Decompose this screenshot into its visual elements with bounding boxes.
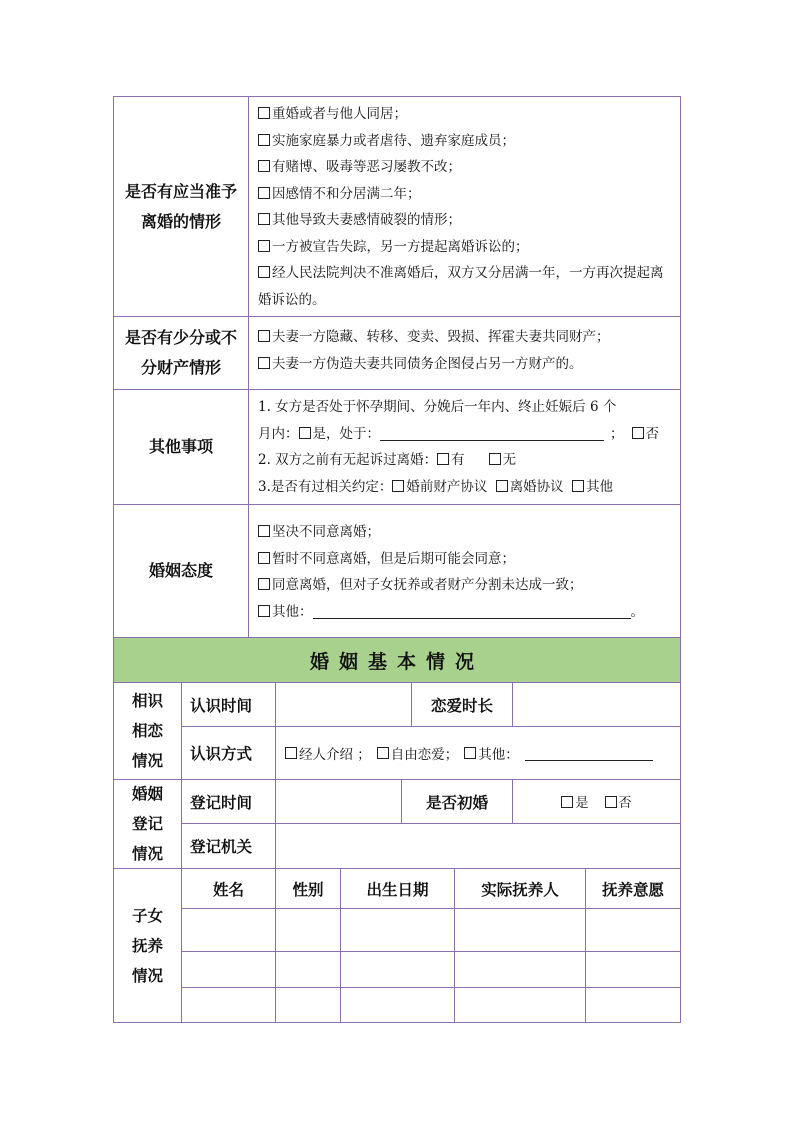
- checkbox-icon[interactable]: [258, 552, 270, 564]
- table-cell[interactable]: [276, 952, 341, 988]
- grounds-option[interactable]: 一方被宣告失踪，另一方提起离婚诉讼的；: [258, 234, 672, 261]
- checkbox-icon[interactable]: [489, 453, 501, 465]
- registration-office-field[interactable]: [276, 824, 681, 869]
- property-option[interactable]: 夫妻一方伪造夫妻共同债务企图侵占另一方财产的。: [258, 351, 672, 378]
- checkbox-icon[interactable]: [437, 453, 449, 465]
- attitude-other-field[interactable]: [313, 604, 631, 619]
- checkbox-icon[interactable]: [605, 796, 617, 808]
- checkbox-icon[interactable]: [496, 480, 508, 492]
- table-cell[interactable]: [341, 909, 455, 952]
- acquaintance-way-options: 经人介绍 ； 自由恋爱； 其他：: [276, 727, 681, 780]
- checkbox-icon[interactable]: [258, 357, 270, 369]
- table-cell[interactable]: [455, 988, 586, 1023]
- acquaintance-other-field[interactable]: [525, 746, 653, 761]
- checkbox-icon[interactable]: [572, 480, 584, 492]
- child-col-name: 姓名: [182, 869, 276, 909]
- registration-office-label: 登记机关: [182, 824, 276, 869]
- table-cell[interactable]: [455, 952, 586, 988]
- pregnancy-question: 1. 女方是否处于怀孕期间、分娩后一年内、终止妊娠后 6 个: [258, 399, 617, 415]
- checkbox-icon[interactable]: [258, 187, 270, 199]
- first-marriage-options: 是 否: [513, 780, 681, 824]
- property-option[interactable]: 夫妻一方隐藏、转移、变卖、毁损、挥霍夫妻共同财产；: [258, 324, 672, 351]
- attitude-label: 婚姻态度: [114, 505, 249, 637]
- checkbox-icon[interactable]: [258, 107, 270, 119]
- first-marriage-label: 是否初婚: [402, 780, 513, 824]
- prior-lawsuit-question: 2. 双方之前有无起诉过离婚： 有 无: [258, 452, 517, 468]
- acquaintance-time-label: 认识时间: [182, 683, 276, 727]
- checkbox-icon[interactable]: [632, 427, 644, 439]
- attitude-options: [250, 505, 680, 637]
- registration-time-field[interactable]: [276, 780, 402, 824]
- registration-group-label: 婚姻登记情况: [114, 780, 182, 869]
- love-duration-label: 恋爱时长: [412, 683, 513, 727]
- checkbox-icon[interactable]: [258, 330, 270, 342]
- table-cell[interactable]: [182, 988, 276, 1023]
- checkbox-icon[interactable]: [464, 747, 476, 759]
- attitude-option[interactable]: 暂时不同意离婚，但是后期可能会同意；: [258, 546, 672, 573]
- grounds-label: 是否有应当准予离婚的情形: [114, 97, 249, 316]
- registration-time-label: 登记时间: [182, 780, 276, 824]
- grounds-options: [250, 97, 680, 316]
- checkbox-icon[interactable]: [299, 427, 311, 439]
- grounds-option[interactable]: 其他导致夫妻感情破裂的情形；: [258, 207, 672, 234]
- checkbox-icon[interactable]: [377, 747, 389, 759]
- grounds-option[interactable]: 因感情不和分居满二年；: [258, 181, 672, 208]
- table-cell[interactable]: [586, 909, 681, 952]
- grounds-option[interactable]: 有赌博、吸毒等恶习屡教不改；: [258, 154, 672, 181]
- child-col-willingness: 抚养意愿: [586, 869, 681, 909]
- child-col-caregiver: 实际抚养人: [455, 869, 586, 909]
- checkbox-icon[interactable]: [258, 213, 270, 225]
- checkbox-icon[interactable]: [561, 796, 573, 808]
- pregnancy-answer: 月内： 是，处于： ； 否: [258, 425, 659, 442]
- checkbox-icon[interactable]: [258, 266, 270, 278]
- acquaintance-way-label: 认识方式: [182, 727, 276, 780]
- love-duration-field[interactable]: [513, 683, 681, 727]
- acquaintance-group-label: 相识相恋情况: [114, 683, 182, 780]
- other-label: 其他事项: [114, 390, 249, 504]
- table-cell[interactable]: [341, 952, 455, 988]
- checkbox-icon[interactable]: [258, 578, 270, 590]
- checkbox-icon[interactable]: [285, 747, 297, 759]
- table-cell[interactable]: [276, 909, 341, 952]
- property-section: [113, 316, 681, 389]
- other-questions: [250, 390, 680, 504]
- table-cell[interactable]: [586, 988, 681, 1023]
- checkbox-icon[interactable]: [258, 160, 270, 172]
- attitude-option[interactable]: 同意离婚，但对子女抚养或者财产分割未达成一致；: [258, 572, 672, 599]
- grounds-option[interactable]: 经人民法院判决不准离婚后，双方又分居满一年，一方再次提起离婚诉讼的。: [258, 265, 664, 308]
- child-col-gender: 性别: [276, 869, 341, 909]
- marriage-info-grid: [113, 683, 681, 1023]
- attitude-option[interactable]: 其他： 。: [258, 599, 672, 626]
- child-col-birthdate: 出生日期: [341, 869, 455, 909]
- checkbox-icon[interactable]: [258, 525, 270, 537]
- table-cell[interactable]: [586, 952, 681, 988]
- checkbox-icon[interactable]: [258, 134, 270, 146]
- checkbox-icon[interactable]: [392, 480, 404, 492]
- grounds-option[interactable]: 重婚或者与他人同居；: [258, 101, 672, 128]
- grounds-section: [113, 96, 681, 316]
- attitude-option[interactable]: 坚决不同意离婚；: [258, 519, 672, 546]
- property-label: 是否有少分或不分财产情形: [114, 317, 249, 389]
- property-options: [250, 317, 680, 389]
- table-cell[interactable]: [341, 988, 455, 1023]
- pregnancy-period-field[interactable]: [380, 426, 604, 441]
- acquaintance-time-field[interactable]: [276, 683, 412, 727]
- table-cell[interactable]: [182, 909, 276, 952]
- table-cell[interactable]: [455, 909, 586, 952]
- marriage-info-banner: 婚姻基本情况: [113, 637, 681, 683]
- checkbox-icon[interactable]: [258, 605, 270, 617]
- grounds-option[interactable]: 实施家庭暴力或者虐待、遗弃家庭成员；: [258, 128, 672, 155]
- children-group-label: 子女抚养情况: [114, 869, 182, 1023]
- other-section: [113, 389, 681, 504]
- table-cell[interactable]: [276, 988, 341, 1023]
- agreement-question: 3.是否有过相关约定： 婚前财产协议 离婚协议 其他: [258, 478, 613, 495]
- checkbox-icon[interactable]: [258, 240, 270, 252]
- table-cell[interactable]: [182, 952, 276, 988]
- attitude-section: [113, 504, 681, 637]
